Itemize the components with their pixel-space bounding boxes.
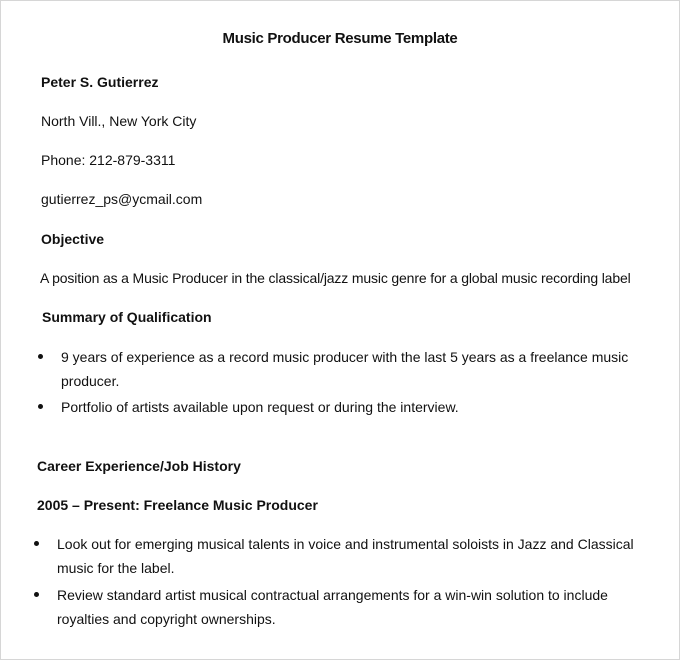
summary-item-text: 9 years of experience as a record music producer with the last 5 years as a freelance music producer. [61, 349, 629, 389]
document-title: Music Producer Resume Template [222, 30, 458, 47]
career-heading: Career Experience/Job History [37, 458, 241, 474]
bullet-icon [34, 541, 39, 546]
address-line: North Vill., New York City [41, 113, 197, 129]
summary-heading: Summary of Qualification [42, 309, 212, 325]
applicant-name: Peter S. Gutierrez [41, 74, 159, 90]
bullet-icon [38, 404, 43, 409]
job-title: 2005 – Present: Freelance Music Producer [37, 497, 318, 513]
bullet-icon [34, 592, 39, 597]
objective-text: A position as a Music Producer in the classical/jazz music genre for a global music recording label [40, 270, 631, 286]
job-item-text: Review standard artist musical contractual arrangements for a win-win solution to include royalties and copyright ownerships. [57, 587, 608, 627]
job-item-text: Look out for emerging musical talents in voice and instrumental soloists in Jazz and Classical music for the label. [57, 536, 634, 576]
phone-line: Phone: 212-879-3311 [41, 152, 176, 168]
objective-heading: Objective [41, 231, 105, 247]
bullet-icon [38, 354, 43, 359]
summary-item-text: Portfolio of artists available upon request or during the interview. [61, 399, 459, 415]
email-line: gutierrez_ps@ycmail.com [41, 191, 203, 207]
